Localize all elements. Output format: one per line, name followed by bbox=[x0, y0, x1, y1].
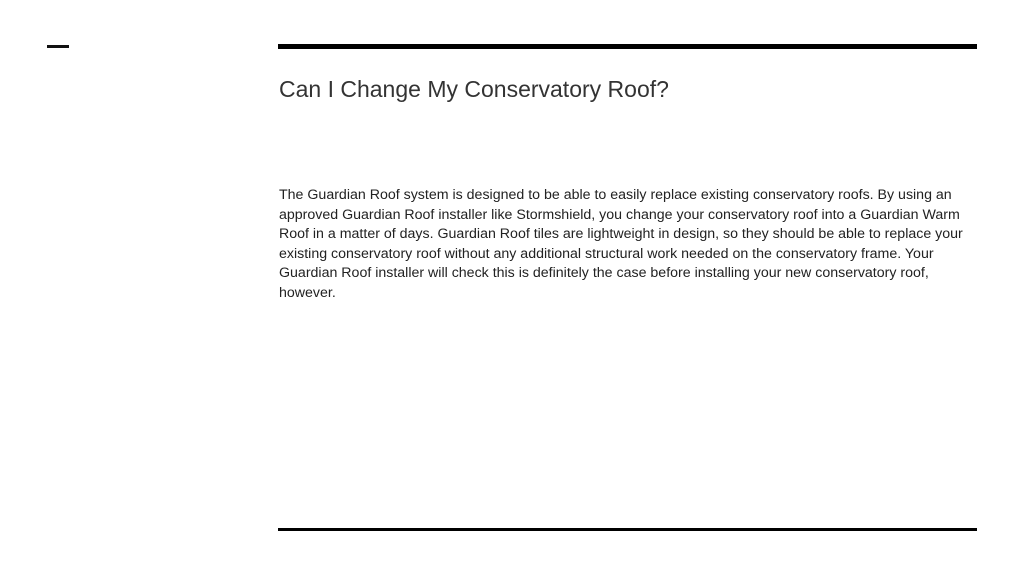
corner-dash-decoration bbox=[47, 45, 69, 48]
top-rule-divider bbox=[278, 44, 977, 49]
bottom-rule-divider bbox=[278, 528, 977, 531]
slide-body-text: The Guardian Roof system is designed to be able to easily replace existing conservatory roofs. By using an approved Guardian Roof installer like Stormshield, you change your conservatory roof into a Guardian Warm Roof in a matter of days. Guardian Roof tiles are lightweight in design, so they should be able to replace your existing conservatory roof without any additional structural work needed on the conservatory frame. Your Guardian Roof installer will check this is definitely the case before installing your new conservatory roof, however. bbox=[279, 187, 963, 301]
slide-title: Can I Change My Conservatory Roof? bbox=[279, 76, 669, 102]
